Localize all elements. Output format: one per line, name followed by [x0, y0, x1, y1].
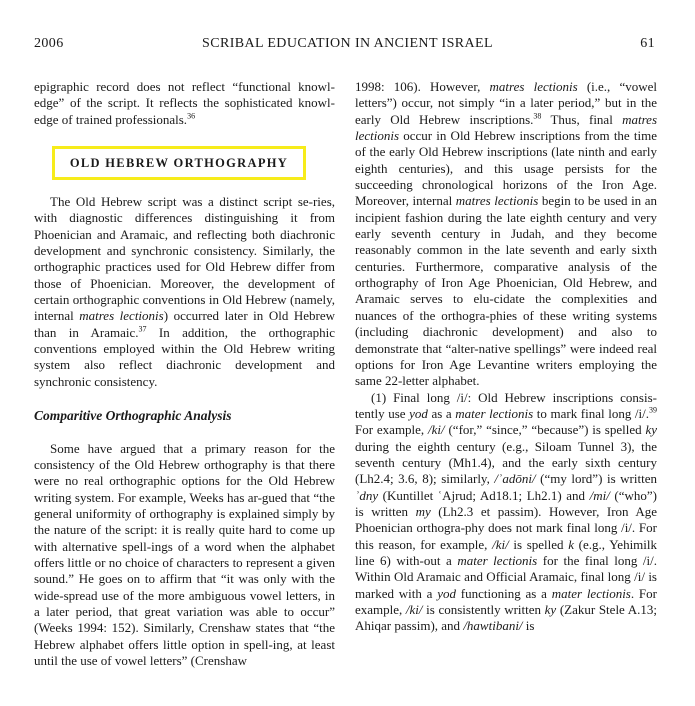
left-column	[34, 79, 335, 669]
footnote-ref-37: 37	[138, 324, 147, 334]
running-title: SCRIBAL EDUCATION IN ANCIENT ISRAEL	[202, 36, 493, 51]
footnote-ref-38: 38	[533, 111, 542, 121]
paragraph-final-long-i: (1) Final long /i/: Old Hebrew inscriptions consis-tently use yod as a mater lectionis to mark final long /i/.$^{39}$ For example, /ki/ (“for,” “since,” “because”) is spelled ky during the eighth century (e.g., Siloam Tunnel 3), the seventh century (Mh1.4), and the early sixth century (Lh2.4; 3.6, 8); similarly, /ʾadōni/ (“my lord”) is written ʾdny (Kuntillet ʿAjrud; Ad18.1; Lh2.1) and /mi/ (“who”) is written my (Lh2.3 et passim). However, Iron Age Phoenician orthogra-phy does not mark final long /i/. For this reason, for example, /ki/ is spelled k (e.g., Yehimilk line 6) with-out a mater lectionis for the final long /i/. Within Old Aramaic and Official Aramaic, final long /i/ is marked with a yod functioning as a mater lectionis. For example, /ki/ is consistently written ky (Zakur Stele A.13; Ahiqar passim), and /hawtibani/ is	[355, 389, 658, 634]
paragraph-old-hebrew-script: The Old Hebrew script was a distinct script se-ries, with diagnostic differences distinguishing it from Phoenician and Aramaic, and reflecting both diachronic development and synchronic consistency. Similarly, the orthographic practices used for Old Hebrew differ from those of Phoenician. Moreover, the development of certain orthographic conventions in Old Hebrew (namely, internal matres lectionis) occurred later in Old Hebrew than in Aramaic.$^{37}$ In addition, the orthographic conventions employed within the Old Hebrew writing system also reflect diachronic development and synchronic consistency.	[34, 194, 335, 389]
highlighted-section-heading-box	[52, 146, 306, 180]
right-column	[355, 79, 657, 635]
paragraph-weeks-argument: Some have argued that a primary reason for the consistency of the Old Hebrew orthography is that there were no real orthographic options for the Old Hebrew writing system. For example, Weeks has ar-gued that “the general uniformity of orthography is explained simply by the nature of the script: it is really quite hard to come up with alternative spell-ings of a word when the alphabet offers little or no choice of characters to represent a given sound.” He goes on to affirm that “it was only with the wide-spread use of the more ambiguous vowel letters, in a later period, that great variation was able to occur” (Weeks 1994: 152). Similarly, Crenshaw states that “the Hebrew alphabet offers little option in spell-ing, at least until the use of vowel letters” (Crenshaw	[34, 440, 335, 668]
paragraph-matres-lectionis: 1998: 106). However, matres lectionis (i.e., “vowel letters”) occur, not simply “in a later period,” but in the early Old Hebrew inscriptions.$^{38}$ Thus, final matres lectionis occur in Old Hebrew inscriptions from the time of the early Old Hebrew inscriptions (late ninth and early eighth centuries), and this usage persists for the succeeding chronological horizons of the Iron Age. Moreover, internal matres lectionis begin to be used in an incipient fashion during the late eighth century and very early seventh century in Judah, and they become reasonably common in the late seventh and early sixth centuries. Furthermore, comparative analysis of the orthography of Iron Age Phoenician, Old Hebrew, and Aramaic serves to elu-cidate the complexities and nuances of the orthogra-phies of these writing systems (including diachronic development) and also to demonstrate that “alter-native spellings” were indeed real options for Iron Age Levantine writers employing the same 22-letter alphabet.	[355, 79, 658, 389]
section-heading: OLD HEBREW ORTHOGRAPHY	[69, 155, 289, 170]
header-year: 2006	[34, 36, 64, 51]
footnote-ref-39: 39	[649, 405, 657, 415]
intro-paragraph: epigraphic record does not reflect “functional knowl-edge” of the script. It reflects the sophisticated knowl-edge of trained professionals.$^{36}$	[34, 79, 335, 127]
page-number: 61	[640, 36, 655, 51]
subsection-heading: Comparitive Orthographic Analysis	[34, 408, 232, 424]
footnote-ref-36: 36	[187, 111, 196, 121]
